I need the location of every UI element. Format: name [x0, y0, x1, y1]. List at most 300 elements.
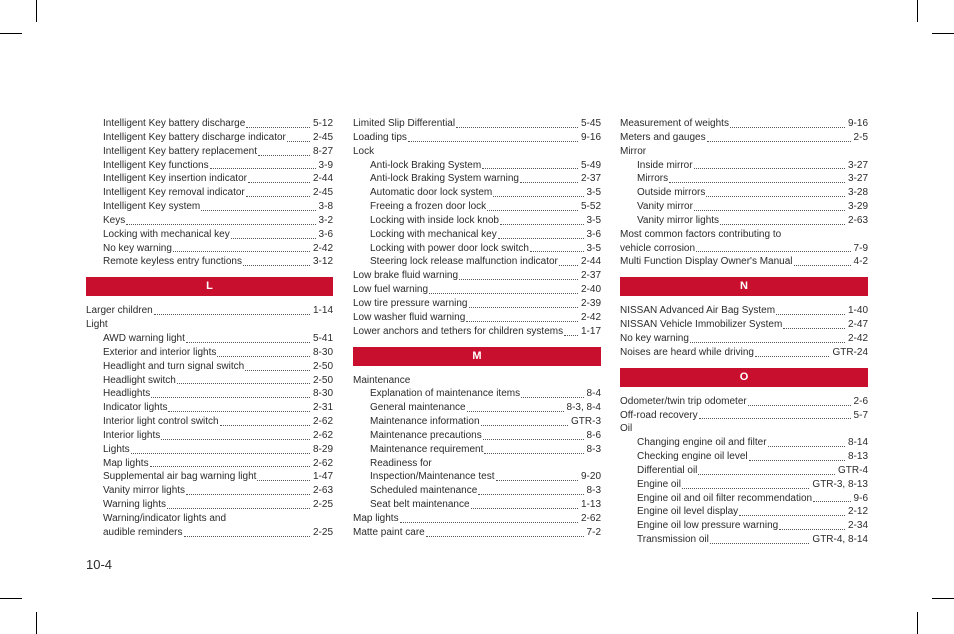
entry-text: Low fuel warning [353, 284, 429, 296]
crop-mark [932, 598, 954, 599]
entry-page-ref: 1-47 [312, 471, 333, 483]
entry-text: Light [86, 319, 108, 331]
entry-page-ref: 2-44 [312, 173, 333, 185]
index-subentry [620, 214, 868, 228]
entry-page-ref: GTR-3 [571, 416, 601, 428]
index-subentry [86, 526, 333, 540]
entry-page-ref: 2-5 [853, 131, 868, 143]
entry-text: Map lights [103, 457, 149, 469]
entry-page-ref: 8-29 [312, 443, 333, 455]
index-entry [620, 117, 868, 131]
dot-leader [456, 126, 578, 128]
entry-text: audible reminders [103, 526, 183, 538]
entry-text: No key warning [620, 332, 689, 344]
crop-mark [917, 0, 918, 22]
dot-leader [706, 195, 845, 197]
dot-leader [126, 223, 315, 225]
dot-leader [231, 237, 316, 239]
dot-leader [184, 535, 310, 537]
index-subentry [86, 332, 333, 346]
entry-text: Low tire pressure warning [353, 297, 468, 309]
entry-page-ref: 8-30 [312, 388, 333, 400]
entry-page-ref: 2-47 [847, 319, 868, 331]
index-entry [620, 409, 868, 423]
entry-text: Scheduled maintenance [370, 485, 478, 497]
entry-text: Off-road recovery [620, 409, 698, 421]
entry-text: Engine oil and oil filter recommendation [637, 492, 813, 504]
dot-leader [748, 404, 851, 406]
index-subentry [353, 242, 601, 256]
index-subentry [86, 498, 333, 512]
dot-leader [730, 126, 845, 128]
entry-page-ref: 2-62 [312, 457, 333, 469]
dot-leader [530, 250, 584, 252]
entry-text: Intelligent Key battery discharge indicator [103, 131, 286, 143]
entry-text: Vanity mirror lights [103, 485, 186, 497]
index-entry [353, 374, 601, 388]
entry-text: Larger children [86, 305, 153, 317]
dot-leader [257, 479, 310, 481]
index-subentry [353, 255, 601, 269]
index-subentry [86, 401, 333, 415]
entry-text: Warning/indicator lights and [103, 512, 227, 524]
index-subentry [353, 470, 601, 484]
dot-leader [429, 292, 578, 294]
index-subentry [620, 450, 868, 464]
dot-leader [564, 334, 578, 336]
entry-page-ref: 2-62 [580, 512, 601, 524]
dot-leader [776, 313, 845, 315]
dot-leader [755, 355, 829, 357]
dot-leader [161, 438, 310, 440]
dot-leader [749, 459, 845, 461]
entry-text: NISSAN Vehicle Immobilizer System [620, 319, 783, 331]
dot-leader [459, 278, 578, 280]
entry-text: Indicator lights [103, 402, 168, 414]
index-subentry [353, 159, 601, 173]
entry-text: Limited Slip Differential [353, 118, 456, 129]
index-subentry [353, 498, 601, 512]
entry-text: Engine oil level display [637, 506, 739, 518]
index-subentry [353, 415, 601, 429]
entry-page-ref: 8-4 [586, 388, 601, 400]
entry-text: Locking with mechanical key [103, 228, 230, 240]
entry-text: Headlight and turn signal switch [103, 360, 245, 372]
entry-text: Remote keyless entry functions [103, 256, 242, 268]
dot-leader [521, 396, 583, 398]
dot-leader [694, 209, 845, 211]
entry-page-ref: 3-27 [847, 159, 868, 171]
entry-text: Explanation of maintenance items [370, 388, 521, 400]
entry-text: Noises are heard while driving [620, 346, 754, 358]
entry-page-ref: 2-31 [312, 402, 333, 414]
dot-leader [287, 140, 310, 142]
entry-page-ref: 2-44 [580, 256, 601, 268]
dot-leader [682, 487, 810, 489]
index-subentry [353, 484, 601, 498]
entry-page-ref: 5-7 [853, 409, 868, 421]
index-subentry [86, 346, 333, 360]
entry-text: Intelligent Key system [103, 201, 201, 213]
entry-page-ref: 3-27 [847, 173, 868, 185]
entry-page-ref: 2-6 [853, 395, 868, 407]
index-subentry [353, 186, 601, 200]
dot-leader [493, 195, 583, 197]
index-subentry [620, 200, 868, 214]
dot-leader [481, 424, 568, 426]
crop-mark [36, 612, 37, 634]
entry-text: Mirrors [637, 173, 669, 185]
crop-mark [917, 612, 918, 634]
section-letter-heading: L [86, 277, 333, 296]
entry-page-ref: 2-50 [312, 374, 333, 386]
entry-page-ref: 7-9 [853, 242, 868, 254]
entry-page-ref: 8-3, 8-4 [566, 402, 601, 414]
entry-text: Changing engine oil and filter [637, 437, 767, 449]
entry-text: Readiness for [370, 457, 432, 469]
index-subentry [86, 429, 333, 443]
entry-page-ref: 9-16 [580, 131, 601, 143]
entry-page-ref: 8-27 [312, 145, 333, 157]
dot-leader [694, 167, 845, 169]
index-column-1 [86, 117, 333, 540]
index-entry [353, 145, 601, 159]
index-subentry [620, 505, 868, 519]
entry-page-ref: 2-62 [312, 416, 333, 428]
index-subentry [620, 464, 868, 478]
dot-leader [154, 313, 310, 315]
index-entry [353, 325, 601, 339]
dot-leader [245, 369, 310, 371]
entry-text: Meters and gauges [620, 131, 706, 143]
entry-text: Exterior and interior lights [103, 346, 217, 358]
entry-page-ref: 4-2 [853, 256, 868, 268]
entry-page-ref: 1-17 [580, 325, 601, 337]
entry-text: Freeing a frozen door lock [370, 201, 487, 213]
entry-page-ref: 1-40 [847, 305, 868, 317]
entry-page-ref: GTR-24 [832, 346, 868, 358]
entry-page-ref: 8-14 [847, 437, 868, 449]
dot-leader [483, 438, 584, 440]
dot-leader [478, 493, 583, 495]
entry-page-ref: 8-3 [586, 443, 601, 455]
entry-page-ref: 3-6 [318, 228, 333, 240]
dot-leader [400, 521, 578, 523]
entry-page-ref: 2-25 [312, 499, 333, 511]
entry-page-ref: 1-13 [580, 499, 601, 511]
index-entry [353, 311, 601, 325]
dot-leader [243, 264, 310, 266]
entry-text: Inspection/Maintenance test [370, 471, 495, 483]
section-letter-heading: O [620, 368, 868, 387]
entry-text: Headlight switch [103, 374, 176, 386]
dot-leader [783, 327, 845, 329]
dot-leader [131, 452, 310, 454]
index-column-3 [620, 117, 868, 547]
dot-leader [710, 542, 810, 544]
index-subentry [620, 436, 868, 450]
dot-leader [248, 181, 310, 183]
entry-text: Seat belt maintenance [370, 499, 470, 511]
section-letter-heading: M [353, 347, 601, 366]
entry-page-ref: 8-30 [312, 346, 333, 358]
entry-page-ref: 2-42 [312, 242, 333, 254]
entry-page-ref: 5-49 [580, 159, 601, 171]
index-entry [353, 269, 601, 283]
dot-leader [150, 465, 310, 467]
dot-leader [487, 209, 578, 211]
entry-text: Steering lock release malfunction indicator [370, 256, 558, 268]
entry-text: Intelligent Key battery discharge [103, 118, 246, 129]
index-subentry [620, 519, 868, 533]
crop-mark [36, 0, 37, 22]
entry-text: Loading tips [353, 131, 407, 143]
entry-text: Intelligent Key battery replacement [103, 145, 257, 157]
entry-text: Engine oil [637, 478, 681, 490]
index-entry [353, 297, 601, 311]
entry-text: Vanity mirror [637, 201, 693, 213]
entry-text: Intelligent Key removal indicator [103, 187, 245, 199]
entry-page-ref: 2-42 [847, 332, 868, 344]
index-subentry [353, 457, 601, 471]
entry-text: Locking with power door lock switch [370, 242, 529, 254]
index-subentry [353, 387, 601, 401]
index-subentry [620, 533, 868, 547]
entry-page-ref: 5-52 [580, 201, 601, 213]
dot-leader [246, 126, 310, 128]
index-entry [620, 228, 868, 242]
entry-page-ref: GTR-3, 8-13 [812, 478, 868, 490]
dot-leader [699, 417, 851, 419]
entry-text: Low washer fluid warning [353, 311, 466, 323]
dot-leader [173, 250, 310, 252]
entry-text: Intelligent Key functions [103, 159, 209, 171]
index-entry [620, 242, 868, 256]
entry-page-ref: 3-12 [312, 256, 333, 268]
entry-text: Lights [103, 443, 130, 455]
entry-page-ref: 5-45 [580, 118, 601, 129]
index-subentry [86, 512, 333, 526]
dot-leader [720, 223, 845, 225]
entry-page-ref: 2-63 [847, 214, 868, 226]
entry-page-ref: 2-37 [580, 270, 601, 282]
index-entry [353, 117, 601, 131]
entry-page-ref: 9-16 [847, 118, 868, 129]
entry-text: Intelligent Key insertion indicator [103, 173, 247, 185]
dot-leader [794, 264, 851, 266]
dot-leader [484, 452, 583, 454]
entry-page-ref: GTR-4 [838, 464, 868, 476]
index-subentry [353, 172, 601, 186]
crop-mark [0, 33, 22, 34]
index-subentry [353, 443, 601, 457]
index-subentry [86, 255, 333, 269]
entry-page-ref: 7-2 [586, 526, 601, 538]
index-column-2 [353, 117, 601, 540]
entry-page-ref: 3-8 [318, 201, 333, 213]
dot-leader [469, 306, 578, 308]
index-entry [86, 318, 333, 332]
entry-text: Differential oil [637, 464, 698, 476]
index-subentry [86, 200, 333, 214]
index-subentry [86, 415, 333, 429]
index-entry [620, 422, 868, 436]
entry-page-ref: 2-39 [580, 297, 601, 309]
entry-page-ref: 5-41 [312, 332, 333, 344]
entry-text: Locking with inside lock knob [370, 214, 499, 226]
entry-text: Interior light control switch [103, 416, 219, 428]
dot-leader [520, 181, 578, 183]
dot-leader [210, 167, 316, 169]
dot-leader [246, 195, 310, 197]
entry-text: Maintenance requirement [370, 443, 484, 455]
index-entry [353, 283, 601, 297]
dot-leader [698, 473, 835, 475]
index-subentry [86, 228, 333, 242]
index-entry [620, 131, 868, 145]
index-entry [620, 395, 868, 409]
entry-page-ref: 2-40 [580, 284, 601, 296]
entry-page-ref: GTR-4, 8-14 [812, 534, 868, 546]
entry-text: Anti-lock Braking System warning [370, 173, 519, 185]
dot-leader [168, 410, 310, 412]
entry-text: Supplemental air bag warning light [103, 471, 257, 483]
dot-leader [220, 424, 310, 426]
entry-text: Odometer/twin trip odometer [620, 395, 747, 407]
entry-page-ref: 2-25 [312, 526, 333, 538]
entry-text: Outside mirrors [637, 187, 706, 199]
index-entry [353, 526, 601, 540]
entry-page-ref: 3-2 [318, 214, 333, 226]
entry-text: Keys [103, 214, 126, 226]
index-entry [620, 332, 868, 346]
entry-page-ref: 2-45 [312, 187, 333, 199]
entry-page-ref: 8-6 [586, 429, 601, 441]
entry-page-ref: 2-50 [312, 360, 333, 372]
index-subentry [353, 214, 601, 228]
entry-page-ref: 3-28 [847, 187, 868, 199]
entry-text: NISSAN Advanced Air Bag System [620, 305, 776, 317]
entry-text: Interior lights [103, 429, 161, 441]
index-subentry [620, 159, 868, 173]
entry-page-ref: 2-42 [580, 311, 601, 323]
index-subentry [620, 172, 868, 186]
entry-text: Matte paint care [353, 526, 425, 538]
entry-page-ref: 2-12 [847, 506, 868, 518]
entry-page-ref: 3-5 [586, 242, 601, 254]
entry-page-ref: 2-34 [847, 520, 868, 532]
index-entry [353, 131, 601, 145]
index-subentry [86, 117, 333, 131]
dot-leader [707, 140, 851, 142]
entry-page-ref: 3-5 [586, 214, 601, 226]
entry-text: Low brake fluid warning [353, 270, 459, 282]
entry-page-ref: 8-3 [586, 485, 601, 497]
index-subentry [86, 360, 333, 374]
crop-mark [932, 33, 954, 34]
dot-leader [669, 181, 845, 183]
dot-leader [167, 507, 310, 509]
dot-leader [467, 410, 564, 412]
entry-text: Oil [620, 423, 633, 435]
entry-text: No key warning [103, 242, 172, 254]
dot-leader [559, 264, 578, 266]
entry-text: Measurement of weights [620, 118, 729, 129]
index-entry [86, 304, 333, 318]
dot-leader [186, 493, 310, 495]
dot-leader [690, 341, 845, 343]
index-entry [620, 346, 868, 360]
entry-page-ref: 9-20 [580, 471, 601, 483]
entry-text: vehicle corrosion [620, 242, 696, 254]
dot-leader [482, 167, 578, 169]
crop-mark [0, 598, 22, 599]
entry-text: Anti-lock Braking System [370, 159, 482, 171]
index-subentry [86, 387, 333, 401]
dot-leader [696, 250, 851, 252]
page-number: 10-4 [86, 557, 113, 572]
index-subentry [86, 159, 333, 173]
entry-text: AWD warning light [103, 332, 185, 344]
entry-text: Lock [353, 145, 375, 157]
entry-page-ref: 3-9 [318, 159, 333, 171]
dot-leader [496, 479, 578, 481]
index-subentry [86, 443, 333, 457]
dot-leader [217, 355, 310, 357]
index-subentry [86, 242, 333, 256]
entry-text: Transmission oil [637, 534, 709, 546]
dot-leader [201, 209, 315, 211]
index-entry [620, 145, 868, 159]
index-subentry [86, 214, 333, 228]
dot-leader [186, 341, 310, 343]
dot-leader [258, 154, 310, 156]
entry-text: General maintenance [370, 402, 466, 414]
dot-leader [408, 140, 578, 142]
index-subentry [353, 401, 601, 415]
entry-text: Maintenance [353, 374, 411, 386]
entry-page-ref: 2-62 [312, 429, 333, 441]
dot-leader [500, 223, 584, 225]
entry-text: Warning lights [103, 499, 166, 511]
index-subentry [620, 492, 868, 506]
index-entry [353, 512, 601, 526]
index-subentry [86, 172, 333, 186]
entry-page-ref: 8-13 [847, 451, 868, 463]
entry-text: Locking with mechanical key [370, 228, 497, 240]
index-subentry [353, 200, 601, 214]
entry-page-ref: 2-63 [312, 485, 333, 497]
entry-text: Engine oil low pressure warning [637, 520, 779, 532]
dot-leader [813, 500, 850, 502]
index-subentry [353, 228, 601, 242]
entry-text: Multi Function Display Owner's Manual [620, 256, 793, 268]
index-subentry [86, 470, 333, 484]
entry-text: Mirror [620, 145, 647, 157]
entry-page-ref: 2-37 [580, 173, 601, 185]
dot-leader [768, 445, 845, 447]
index-subentry [86, 186, 333, 200]
dot-leader [177, 382, 310, 384]
entry-page-ref: 3-29 [847, 201, 868, 213]
index-subentry [353, 429, 601, 443]
index-entry [620, 255, 868, 269]
entry-page-ref: 3-5 [586, 187, 601, 199]
dot-leader [779, 528, 845, 530]
dot-leader [471, 507, 578, 509]
entry-text: Most common factors contributing to [620, 228, 782, 240]
entry-page-ref: 5-12 [312, 118, 333, 129]
